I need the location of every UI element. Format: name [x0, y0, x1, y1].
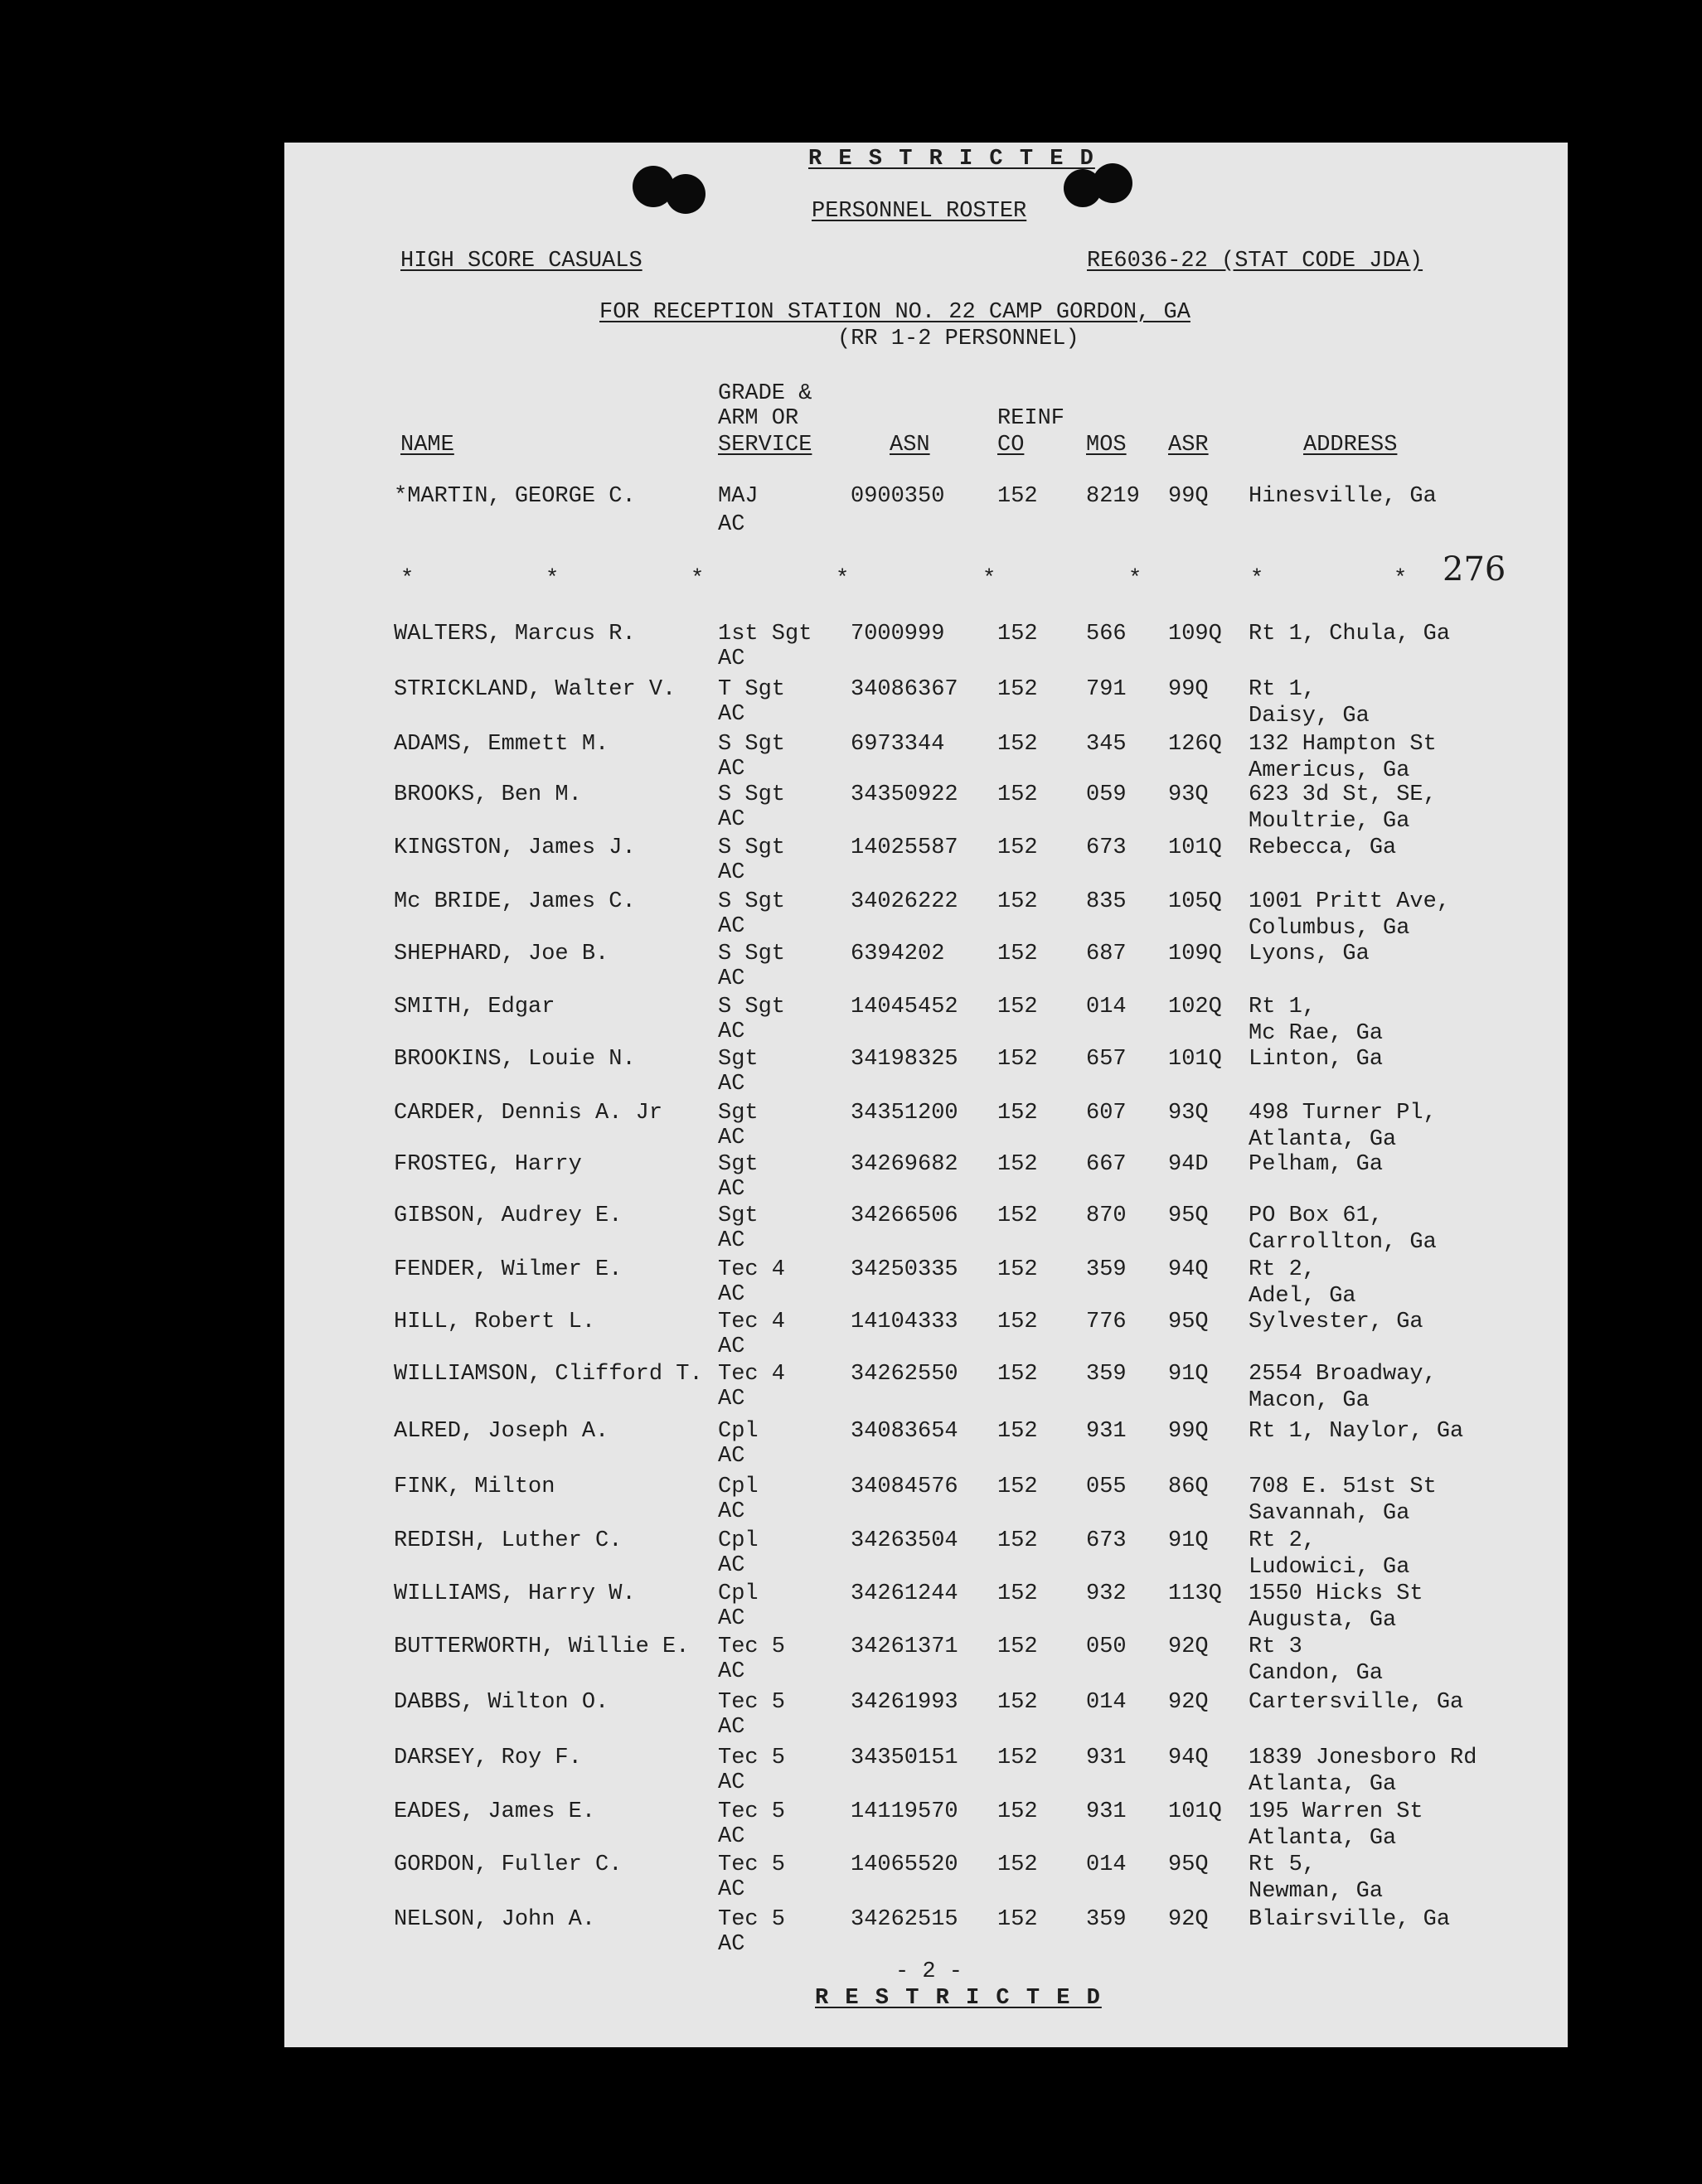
row-mos: 359 — [1086, 1257, 1127, 1282]
row-arm: AC — [718, 1126, 745, 1150]
row-address-line1: 708 E. 51st St — [1249, 1475, 1437, 1499]
row-mos: 776 — [1086, 1310, 1127, 1334]
row-arm: AC — [718, 860, 745, 885]
row-name: HILL, Robert L. — [394, 1310, 596, 1334]
row-address-line1: Rt 5, — [1249, 1852, 1317, 1877]
row-grade: T Sgt — [718, 677, 786, 702]
row-grade: S Sgt — [718, 782, 786, 807]
row-grade: Tec 5 — [718, 1690, 786, 1715]
row-arm: AC — [718, 702, 745, 727]
row-arm: AC — [718, 1499, 745, 1524]
separator-star: * — [691, 567, 705, 592]
row-grade: Tec 5 — [718, 1907, 786, 1932]
first-entry-co: 152 — [997, 484, 1038, 509]
row-mos: 835 — [1086, 889, 1127, 914]
col-asr: ASR — [1168, 433, 1209, 458]
row-mos: 014 — [1086, 1852, 1127, 1877]
row-mos: 055 — [1086, 1475, 1127, 1499]
row-asn: 34250335 — [851, 1257, 958, 1282]
row-name: WILLIAMSON, Clifford T. — [394, 1362, 703, 1387]
row-address-line2: Daisy, Ga — [1249, 704, 1370, 729]
row-mos: 050 — [1086, 1634, 1127, 1659]
row-mos: 931 — [1086, 1419, 1127, 1444]
row-address-line1: Blairsville, Ga — [1249, 1907, 1451, 1932]
row-name: REDISH, Luther C. — [394, 1528, 623, 1553]
row-address-line2: Savannah, Ga — [1249, 1501, 1410, 1526]
page-stamp: 276 — [1443, 550, 1506, 588]
row-address-line1: 498 Turner Pl, — [1249, 1101, 1437, 1126]
row-grade: Tec 4 — [718, 1257, 786, 1282]
row-name: Mc BRIDE, James C. — [394, 889, 636, 914]
row-asr: 99Q — [1168, 677, 1209, 702]
row-co: 152 — [997, 1528, 1038, 1553]
punch-hole-left-2 — [666, 174, 706, 214]
row-arm: AC — [718, 1444, 745, 1469]
row-asr: 101Q — [1168, 1799, 1222, 1824]
row-asn: 6973344 — [851, 732, 945, 757]
row-asr: 95Q — [1168, 1310, 1209, 1334]
punch-hole-right-2 — [1093, 163, 1132, 203]
separator-star: * — [546, 567, 560, 592]
row-name: FINK, Milton — [394, 1475, 555, 1499]
row-name: WILLIAMS, Harry W. — [394, 1581, 636, 1606]
row-address-line1: Lyons, Ga — [1249, 942, 1370, 966]
row-address-line1: 1001 Pritt Ave, — [1249, 889, 1451, 914]
row-asr: 101Q — [1168, 1047, 1222, 1072]
row-address-line1: Pelham, Ga — [1249, 1152, 1384, 1177]
row-address-line2: Augusta, Ga — [1249, 1608, 1397, 1633]
row-co: 152 — [997, 1799, 1038, 1824]
station-subtitle: (RR 1-2 PERSONNEL) — [837, 327, 1079, 351]
row-co: 152 — [997, 677, 1038, 702]
row-asr: 101Q — [1168, 835, 1222, 860]
separator-star: * — [400, 567, 415, 592]
row-grade: S Sgt — [718, 732, 786, 757]
page-number: - 2 - — [895, 1959, 963, 1984]
row-address-line2: Atlanta, Ga — [1249, 1127, 1397, 1152]
row-arm: AC — [718, 1824, 745, 1849]
separator-star: * — [982, 567, 996, 592]
restricted-top: R E S T R I C T E D — [808, 147, 1095, 172]
row-asr: 109Q — [1168, 942, 1222, 966]
row-name: DARSEY, Roy F. — [394, 1746, 582, 1770]
col-mos: MOS — [1086, 433, 1127, 458]
row-name: CARDER, Dennis A. Jr — [394, 1101, 663, 1126]
row-address-line2: Mc Rae, Ga — [1249, 1021, 1384, 1046]
row-grade: Sgt — [718, 1047, 759, 1072]
row-asn: 34351200 — [851, 1101, 958, 1126]
first-entry-grade: MAJ — [718, 484, 759, 509]
row-co: 152 — [997, 1475, 1038, 1499]
document-page — [284, 143, 1568, 2047]
row-mos: 657 — [1086, 1047, 1127, 1072]
row-grade: Tec 4 — [718, 1362, 786, 1387]
restricted-bottom: R E S T R I C T E D — [815, 1986, 1102, 2011]
row-co: 152 — [997, 995, 1038, 1019]
row-asr: 91Q — [1168, 1528, 1209, 1553]
row-mos: 667 — [1086, 1152, 1127, 1177]
row-co: 152 — [997, 1310, 1038, 1334]
row-name: KINGSTON, James J. — [394, 835, 636, 860]
row-mos: 932 — [1086, 1581, 1127, 1606]
separator-star: * — [836, 567, 850, 592]
row-asn: 34198325 — [851, 1047, 958, 1072]
row-address-line1: Rt 1, Naylor, Ga — [1249, 1419, 1464, 1444]
row-co: 152 — [997, 1047, 1038, 1072]
col-asn: ASN — [890, 433, 930, 458]
row-arm: AC — [718, 1659, 745, 1684]
row-address-line1: Rt 1, Chula, Ga — [1249, 622, 1451, 646]
row-asn: 34261371 — [851, 1634, 958, 1659]
row-asr: 95Q — [1168, 1852, 1209, 1877]
row-arm: AC — [718, 1715, 745, 1740]
row-arm: AC — [718, 807, 745, 832]
row-asr: 93Q — [1168, 782, 1209, 807]
row-address-line1: Rt 3 — [1249, 1634, 1302, 1659]
row-co: 152 — [997, 1257, 1038, 1282]
row-mos: 014 — [1086, 1690, 1127, 1715]
row-address-line1: Rebecca, Ga — [1249, 835, 1397, 860]
row-grade: Cpl — [718, 1419, 759, 1444]
row-grade: S Sgt — [718, 942, 786, 966]
row-mos: 931 — [1086, 1799, 1127, 1824]
row-arm: AC — [718, 1932, 745, 1957]
row-arm: AC — [718, 1334, 745, 1359]
row-mos: 566 — [1086, 622, 1127, 646]
row-asr: 91Q — [1168, 1362, 1209, 1387]
stat-code: RE6036-22 (STAT CODE JDA) — [1087, 249, 1423, 274]
col-grade-2: ARM OR — [718, 406, 799, 431]
row-grade: Sgt — [718, 1101, 759, 1126]
row-mos: 687 — [1086, 942, 1127, 966]
first-entry-asr: 99Q — [1168, 484, 1209, 509]
row-co: 152 — [997, 942, 1038, 966]
row-address-line1: 195 Warren St — [1249, 1799, 1423, 1824]
separator-star: * — [1394, 567, 1408, 592]
row-mos: 607 — [1086, 1101, 1127, 1126]
row-asn: 34026222 — [851, 889, 958, 914]
row-co: 152 — [997, 1362, 1038, 1387]
row-asn: 34261993 — [851, 1690, 958, 1715]
row-address-line2: Atlanta, Ga — [1249, 1772, 1397, 1797]
row-asn: 34083654 — [851, 1419, 958, 1444]
separator-star: * — [1128, 567, 1142, 592]
row-asn: 34086367 — [851, 677, 958, 702]
row-asn: 34262550 — [851, 1362, 958, 1387]
row-mos: 059 — [1086, 782, 1127, 807]
first-entry-address: Hinesville, Ga — [1249, 484, 1437, 509]
row-asn: 34263504 — [851, 1528, 958, 1553]
station-line: FOR RECEPTION STATION NO. 22 CAMP GORDON, GA — [599, 300, 1190, 325]
row-address-line1: Cartersville, Ga — [1249, 1690, 1464, 1715]
row-address-line2: Moultrie, Ga — [1249, 809, 1410, 834]
row-co: 152 — [997, 1746, 1038, 1770]
row-address-line1: 132 Hampton St — [1249, 732, 1437, 757]
row-co: 152 — [997, 732, 1038, 757]
row-address-line2: Ludowici, Ga — [1249, 1555, 1410, 1580]
col-address: ADDRESS — [1303, 433, 1398, 458]
row-co: 152 — [997, 1690, 1038, 1715]
row-grade: Cpl — [718, 1475, 759, 1499]
row-mos: 673 — [1086, 1528, 1127, 1553]
row-asn: 14119570 — [851, 1799, 958, 1824]
row-arm: AC — [718, 1228, 745, 1253]
row-co: 152 — [997, 889, 1038, 914]
row-grade: S Sgt — [718, 995, 786, 1019]
row-name: ALRED, Joseph A. — [394, 1419, 609, 1444]
row-address-line2: Adel, Ga — [1249, 1284, 1356, 1309]
row-co: 152 — [997, 782, 1038, 807]
row-arm: AC — [718, 646, 745, 671]
row-address-line1: 1550 Hicks St — [1249, 1581, 1423, 1606]
row-address-line2: Macon, Ga — [1249, 1388, 1370, 1413]
row-arm: AC — [718, 1072, 745, 1097]
row-co: 152 — [997, 1852, 1038, 1877]
row-address-line1: Rt 2, — [1249, 1257, 1317, 1282]
row-co: 152 — [997, 835, 1038, 860]
row-grade: 1st Sgt — [718, 622, 812, 646]
row-address-line2: Americus, Ga — [1249, 758, 1410, 783]
row-asr: 94D — [1168, 1152, 1209, 1177]
row-address-line2: Atlanta, Ga — [1249, 1826, 1397, 1851]
row-grade: Tec 4 — [718, 1310, 786, 1334]
row-asn: 14065520 — [851, 1852, 958, 1877]
row-name: BUTTERWORTH, Willie E. — [394, 1634, 690, 1659]
first-entry-asn: 0900350 — [851, 484, 945, 509]
row-address-line1: 2554 Broadway, — [1249, 1362, 1437, 1387]
row-asn: 14104333 — [851, 1310, 958, 1334]
row-asn: 34350151 — [851, 1746, 958, 1770]
row-mos: 014 — [1086, 995, 1127, 1019]
row-asr: 92Q — [1168, 1907, 1209, 1932]
row-mos: 673 — [1086, 835, 1127, 860]
row-name: DABBS, Wilton O. — [394, 1690, 609, 1715]
row-asr: 94Q — [1168, 1257, 1209, 1282]
row-name: GIBSON, Audrey E. — [394, 1203, 623, 1228]
col-reinf-1: REINF — [997, 406, 1065, 431]
row-mos: 791 — [1086, 677, 1127, 702]
row-asr: 94Q — [1168, 1746, 1209, 1770]
first-entry-mos: 8219 — [1086, 484, 1140, 509]
row-arm: AC — [718, 1387, 745, 1412]
col-grade-1: GRADE & — [718, 381, 812, 406]
row-asn: 34269682 — [851, 1152, 958, 1177]
row-asn: 14025587 — [851, 835, 958, 860]
row-asr: 102Q — [1168, 995, 1222, 1019]
row-asn: 6394202 — [851, 942, 945, 966]
row-arm: AC — [718, 1606, 745, 1631]
row-name: SHEPHARD, Joe B. — [394, 942, 609, 966]
row-arm: AC — [718, 1553, 745, 1578]
row-grade: Tec 5 — [718, 1634, 786, 1659]
row-asr: 93Q — [1168, 1101, 1209, 1126]
row-address-line1: 623 3d St, SE, — [1249, 782, 1437, 807]
row-arm: AC — [718, 914, 745, 939]
row-asr: 99Q — [1168, 1419, 1209, 1444]
row-grade: Tec 5 — [718, 1852, 786, 1877]
row-asn: 34262515 — [851, 1907, 958, 1932]
row-asn: 34350922 — [851, 782, 958, 807]
row-co: 152 — [997, 1581, 1038, 1606]
row-name: STRICKLAND, Walter V. — [394, 677, 676, 702]
row-address-line2: Newman, Ga — [1249, 1879, 1384, 1904]
row-arm: AC — [718, 757, 745, 782]
row-arm: AC — [718, 1019, 745, 1044]
row-co: 152 — [997, 1152, 1038, 1177]
col-name: NAME — [400, 433, 454, 458]
row-address-line1: Linton, Ga — [1249, 1047, 1384, 1072]
row-co: 152 — [997, 1203, 1038, 1228]
row-grade: Cpl — [718, 1581, 759, 1606]
row-address-line2: Candon, Ga — [1249, 1661, 1384, 1686]
row-arm: AC — [718, 1177, 745, 1202]
row-asr: 105Q — [1168, 889, 1222, 914]
first-entry-arm: AC — [718, 512, 745, 537]
row-grade: Sgt — [718, 1203, 759, 1228]
row-address-line1: Sylvester, Ga — [1249, 1310, 1423, 1334]
row-name: FROSTEG, Harry — [394, 1152, 582, 1177]
row-name: ADAMS, Emmett M. — [394, 732, 609, 757]
row-asr: 92Q — [1168, 1690, 1209, 1715]
row-address-line1: Rt 2, — [1249, 1528, 1317, 1553]
roster-title: PERSONNEL ROSTER — [812, 199, 1027, 224]
row-mos: 359 — [1086, 1362, 1127, 1387]
row-asn: 7000999 — [851, 622, 945, 646]
row-asr: 109Q — [1168, 622, 1222, 646]
row-address-line1: PO Box 61, — [1249, 1203, 1384, 1228]
row-address-line1: Rt 1, — [1249, 677, 1317, 702]
row-name: BROOKINS, Louie N. — [394, 1047, 636, 1072]
row-asr: 86Q — [1168, 1475, 1209, 1499]
row-grade: Sgt — [718, 1152, 759, 1177]
row-asn: 14045452 — [851, 995, 958, 1019]
col-reinf-2: CO — [997, 433, 1025, 458]
row-grade: S Sgt — [718, 835, 786, 860]
row-asr: 92Q — [1168, 1634, 1209, 1659]
row-name: WALTERS, Marcus R. — [394, 622, 636, 646]
row-address-line2: Columbus, Ga — [1249, 916, 1410, 941]
row-grade: Tec 5 — [718, 1746, 786, 1770]
row-arm: AC — [718, 1282, 745, 1307]
row-co: 152 — [997, 622, 1038, 646]
row-arm: AC — [718, 1877, 745, 1902]
row-name: GORDON, Fuller C. — [394, 1852, 623, 1877]
row-name: BROOKS, Ben M. — [394, 782, 582, 807]
row-asr: 95Q — [1168, 1203, 1209, 1228]
row-mos: 359 — [1086, 1907, 1127, 1932]
row-mos: 931 — [1086, 1746, 1127, 1770]
row-name: EADES, James E. — [394, 1799, 596, 1824]
row-co: 152 — [997, 1634, 1038, 1659]
row-grade: S Sgt — [718, 889, 786, 914]
row-asn: 34084576 — [851, 1475, 958, 1499]
unit-name: HIGH SCORE CASUALS — [400, 249, 642, 274]
row-address-line2: Carrollton, Ga — [1249, 1230, 1437, 1255]
row-arm: AC — [718, 1770, 745, 1795]
row-co: 152 — [997, 1907, 1038, 1932]
row-asr: 113Q — [1168, 1581, 1222, 1606]
row-mos: 345 — [1086, 732, 1127, 757]
row-mos: 870 — [1086, 1203, 1127, 1228]
first-entry-name: *MARTIN, GEORGE C. — [394, 484, 636, 509]
row-asn: 34261244 — [851, 1581, 958, 1606]
col-grade-3: SERVICE — [718, 433, 812, 458]
separator-star: * — [1250, 567, 1264, 592]
row-arm: AC — [718, 966, 745, 991]
row-asn: 34266506 — [851, 1203, 958, 1228]
row-address-line1: Rt 1, — [1249, 995, 1317, 1019]
row-name: NELSON, John A. — [394, 1907, 596, 1932]
row-grade: Cpl — [718, 1528, 759, 1553]
row-co: 152 — [997, 1101, 1038, 1126]
row-asr: 126Q — [1168, 732, 1222, 757]
row-name: FENDER, Wilmer E. — [394, 1257, 623, 1282]
row-grade: Tec 5 — [718, 1799, 786, 1824]
row-address-line1: 1839 Jonesboro Rd — [1249, 1746, 1477, 1770]
row-name: SMITH, Edgar — [394, 995, 555, 1019]
row-co: 152 — [997, 1419, 1038, 1444]
